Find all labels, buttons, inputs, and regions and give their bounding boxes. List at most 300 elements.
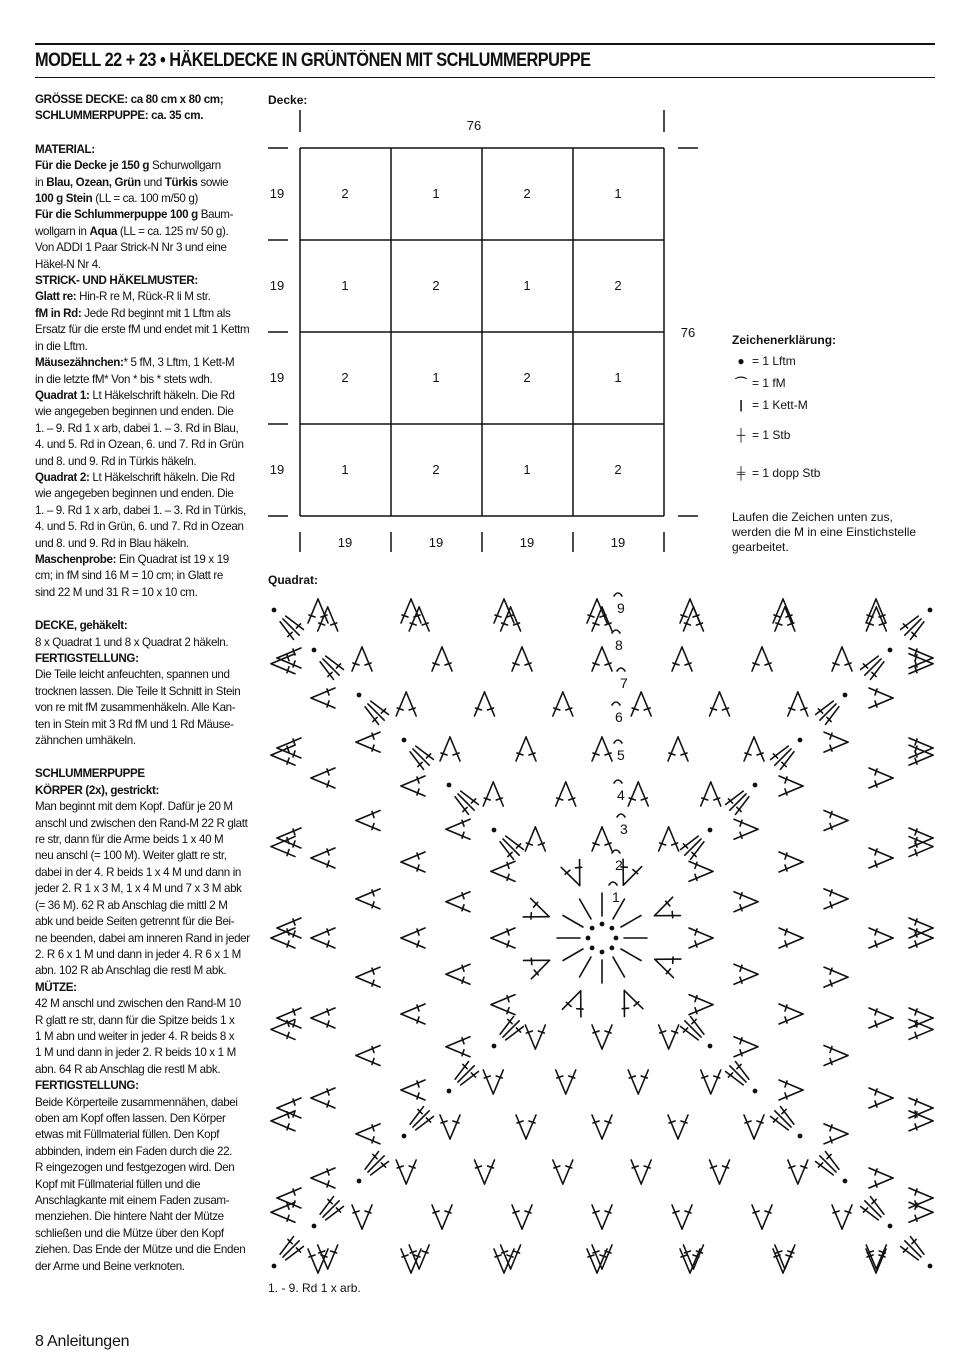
text-line: oben am Kopf offen lassen. Den Körper (35, 1111, 226, 1125)
text-line: Mäusezähnchen:* 5 fM, 3 Lftm, 1 Kett-M (35, 356, 235, 370)
chain-dot-icon (447, 783, 452, 788)
square-type-label: 2 (523, 186, 531, 201)
stitch-group-icon (512, 647, 532, 671)
stitch-group-icon (824, 1046, 848, 1066)
center-stitch-icon (563, 949, 583, 961)
text-line: fM in Rd: Jede Rd beginnt mit 1 Lftm als (35, 306, 231, 320)
stitch-group-icon (824, 811, 848, 831)
corner-stitch-icon (317, 1194, 346, 1223)
stitch-group-icon (659, 1025, 679, 1049)
section-heading: FERTIGSTELLUNG: (35, 652, 139, 665)
round-number-label: 1 (612, 889, 620, 905)
square-type-label: 1 (432, 370, 440, 385)
stitch-group-icon (824, 1124, 848, 1144)
total-width-label: 76 (466, 118, 482, 133)
text-line: 1 M und dann in jeder 2. R beids 10 x 1 M (35, 1046, 236, 1060)
stitch-group-icon (311, 1008, 335, 1028)
stitch-group-icon (866, 599, 886, 623)
single-crochet-icon (612, 850, 620, 853)
square-type-label: 1 (341, 278, 349, 293)
chain-dot-icon (586, 936, 591, 941)
stitch-group-icon (869, 928, 893, 948)
stitch-group-icon (562, 987, 590, 1017)
section-heading: FERTIGSTELLUNG: (35, 1079, 139, 1093)
text-line: 2. R 6 x 1 M und dann in jeder 4. R 6 x 1 M (35, 947, 241, 961)
single-crochet-icon (614, 780, 622, 783)
single-crochet-icon (612, 702, 620, 705)
stitch-group-icon (446, 819, 470, 839)
text-line: etwas mit Füllmaterial füllen. Den Kopf (35, 1128, 220, 1142)
chain-dot-icon (492, 828, 497, 833)
text-line: Beide Körperteile zusammennähen, dabei (35, 1095, 238, 1109)
chain-dot-icon (600, 950, 605, 955)
square-type-label: 1 (523, 462, 531, 477)
stitch-group-icon (659, 827, 679, 851)
stitch-group-icon (475, 692, 495, 716)
stitch-group-icon (556, 782, 576, 806)
corner-stitch-icon (898, 613, 927, 642)
stitch-group-icon (710, 692, 730, 716)
stitch-group-icon (311, 928, 335, 948)
text-line: R eingezogen und festgezogen wird. Den (35, 1161, 235, 1175)
center-stitch-icon (563, 916, 583, 928)
stitch-group-icon (352, 1205, 372, 1229)
text-line: der Arme und Beine verknoten. (35, 1259, 185, 1273)
stitch-group-icon (651, 950, 681, 978)
single-crochet-icon (612, 630, 620, 633)
corner-stitch-icon (723, 788, 752, 817)
stitch-group-icon (744, 1115, 764, 1139)
size-line: GRÖSSE DECKE: ca 80 cm x 80 cm; (35, 93, 224, 106)
chain-dot-icon (447, 1089, 452, 1094)
chain-dot-icon (798, 738, 803, 743)
stitch-group-icon (271, 1019, 295, 1039)
stitch-group-icon (869, 688, 893, 708)
text-line: (= 36 M). 62 R ab Anschlag die mittl 2 M (35, 898, 228, 912)
corner-stitch-icon (452, 788, 481, 817)
stitch-group-icon (779, 1080, 803, 1100)
stitch-group-icon (311, 1088, 335, 1108)
section-heading: KÖRPER (2x), gestrickt: (35, 783, 160, 797)
stitch-group-icon (832, 647, 852, 671)
square-type-label: 2 (614, 462, 622, 477)
round-number-label: 7 (620, 675, 628, 691)
stitch-group-icon (501, 607, 521, 631)
stitch-group-icon (475, 1160, 495, 1184)
stitch-group-icon (396, 692, 416, 716)
square-type-label: 2 (341, 186, 349, 201)
stitch-group-icon (628, 782, 648, 806)
chain-dot-icon (272, 608, 277, 613)
text-line: in die Lftm. (35, 339, 88, 353)
chain-dot-icon (609, 945, 614, 950)
chain-dot-icon (928, 608, 933, 613)
text-line: anschl und zwischen den Rand-M 22 R glatt (35, 816, 248, 830)
text-line: jeder 2. R 1 x 3 M, 1 x 4 M und 7 x 3 M abk (35, 882, 242, 896)
text-line: menziehen. Die hintere Naht der Mütze (35, 1210, 224, 1224)
chain-dot-icon (843, 693, 848, 698)
stitch-group-icon (587, 1249, 607, 1273)
round-number-label: 5 (617, 747, 625, 763)
stitch-group-icon (628, 1070, 648, 1094)
chain-dot-icon (843, 1179, 848, 1184)
stitch-group-icon (672, 647, 692, 671)
size-line: SCHLUMMERPUPPE: ca. 35 cm. (35, 109, 204, 123)
legend-title: Zeichenerklärung: (732, 333, 837, 347)
stitch-group-icon (689, 928, 713, 948)
stitch-group-icon (592, 737, 612, 761)
stitch-group-icon (668, 1115, 688, 1139)
square-type-label: 1 (614, 370, 622, 385)
chain-dot-icon (928, 1264, 933, 1269)
stitch-group-icon (396, 1160, 416, 1184)
slip-stitch-icon: | (739, 398, 743, 412)
stitch-group-icon (356, 732, 380, 752)
text-line: Quadrat 2: Lt Häkelschrift häkeln. Die Rd (35, 470, 235, 484)
chain-dot-icon (402, 738, 407, 743)
single-crochet-icon: ⌒ (734, 376, 747, 390)
text-line: abn. 102 R ab Anschlag die restl M abk. (35, 964, 227, 978)
stitch-group-icon (824, 967, 848, 987)
square-type-label: 1 (432, 186, 440, 201)
text-line: 1. – 9. Rd 1 x arb, dabei 1. – 3. Rd in Türkis, (35, 503, 246, 517)
stitch-group-icon (869, 848, 893, 868)
square-type-label: 1 (341, 462, 349, 477)
chart-footnote: 1. - 9. Rd 1 x arb. (268, 1281, 361, 1295)
stitch-group-icon (491, 995, 515, 1015)
corner-stitch-icon (407, 743, 436, 772)
stitch-group-icon (271, 745, 295, 765)
legend-label: = 1 fM (752, 376, 786, 390)
stitch-group-icon (516, 1115, 536, 1139)
chain-dot-icon (708, 828, 713, 833)
row-height-label: 19 (269, 278, 285, 293)
stitch-group-icon (909, 928, 933, 948)
text-line: Quadrat 1: Lt Häkelschrift häkeln. Die Rd (35, 388, 235, 402)
stitch-group-icon (701, 782, 721, 806)
stitch-group-icon (401, 1080, 425, 1100)
corner-stitch-icon (362, 698, 391, 727)
text-line: ne beenden, dabei am inneren Rand in jeder (35, 931, 250, 945)
text-line: Man beginnt mit dem Kopf. Dafür je 20 M (35, 800, 233, 814)
stitch-group-icon (356, 1046, 380, 1066)
stitch-group-icon (432, 1205, 452, 1229)
stitch-group-icon (356, 889, 380, 909)
corner-stitch-icon (678, 1014, 707, 1043)
stitch-group-icon (446, 1037, 470, 1057)
corner-stitch-icon (452, 1059, 481, 1088)
stitch-group-icon (680, 599, 700, 623)
stitch-group-icon (553, 692, 573, 716)
stitch-group-icon (734, 892, 758, 912)
text-line: Für die Decke je 150 g Schurwollgarn (35, 159, 221, 173)
stitch-group-icon (832, 1205, 852, 1229)
text-line: Kopf mit Füllmaterial füllen und die (35, 1177, 201, 1191)
treble-crochet-icon: ╪ (736, 466, 746, 480)
col-width-label: 19 (519, 535, 535, 550)
round-number-label: 8 (615, 637, 623, 653)
stitch-group-icon (734, 964, 758, 984)
chain-dot-icon (753, 783, 758, 788)
stitch-group-icon (271, 1202, 295, 1222)
stitch-group-icon (824, 732, 848, 752)
stitch-group-icon (592, 1245, 612, 1269)
stitch-group-icon (651, 897, 681, 925)
text-line: abk und beide Seiten getrennt für die Bei- (35, 915, 235, 929)
round-number-label: 6 (615, 709, 623, 725)
square-type-label: 2 (432, 462, 440, 477)
text-line: R glatt re str, dann für die Spitze beids 1 x (35, 1013, 235, 1027)
stitch-group-icon (318, 607, 338, 631)
section-heading: STRICK- UND HÄKELMUSTER: (35, 274, 198, 288)
stitch-group-icon (553, 1160, 573, 1184)
stitch-group-icon (752, 647, 772, 671)
text-line: Anschlagkante mit einem Faden zusam- (35, 1194, 230, 1207)
section-heading: SCHLUMMERPUPPE (35, 767, 145, 781)
round-number-label: 4 (617, 787, 625, 803)
square-type-label: 2 (341, 370, 349, 385)
stitch-group-icon (788, 1160, 808, 1184)
text-line: Glatt re: Hin-R re M, Rück-R li M str. (35, 290, 211, 304)
stitch-group-icon (277, 1098, 301, 1118)
chain-dot-icon (402, 1134, 407, 1139)
corner-stitch-icon (768, 1104, 797, 1133)
col-width-label: 19 (337, 535, 353, 550)
text-line: dabei in der 4. R beids 1 x 4 M und dann in (35, 865, 242, 879)
stitch-group-icon (440, 1115, 460, 1139)
stitch-group-icon (561, 860, 589, 890)
single-crochet-icon (617, 668, 625, 671)
text-line: wie angegeben beginnen und enden. Die (35, 405, 234, 419)
text-line: in die letzte fM* Von * bis * stets wdh. (35, 372, 213, 386)
center-stitch-icon (613, 957, 625, 977)
stitch-group-icon (277, 828, 301, 848)
square-type-label: 2 (614, 278, 622, 293)
decke-label: Decke: (268, 93, 308, 107)
chain-dot-icon (312, 1224, 317, 1229)
chain-dot-icon (609, 926, 614, 931)
legend-note: Laufen die Zeichen unten zus, werden die M in eine Einstichstelle gearbeitet. (732, 510, 917, 554)
text-line: re str, dann für die Arme beids 1 x 40 M (35, 833, 224, 847)
single-crochet-icon (609, 882, 617, 885)
chain-stitch-icon: ● (737, 354, 745, 368)
stitch-group-icon (516, 737, 536, 761)
corner-stitch-icon (813, 1149, 842, 1178)
corner-stitch-icon (858, 1194, 887, 1223)
text-line: Häkel-N Nr 4. (35, 257, 101, 271)
chain-dot-icon (888, 1224, 893, 1229)
stitch-group-icon (592, 1205, 612, 1229)
stitch-group-icon (483, 782, 503, 806)
single-crochet-icon (614, 740, 622, 743)
text-line: Maschenprobe: Ein Quadrat ist 19 x 19 (35, 552, 229, 566)
corner-stitch-icon (768, 743, 797, 772)
quadrat-label: Quadrat: (268, 573, 319, 587)
square-type-label: 1 (614, 186, 622, 201)
stitch-group-icon (592, 827, 612, 851)
row-height-label: 19 (269, 462, 285, 477)
stitch-group-icon (869, 1008, 893, 1028)
stitch-group-icon (311, 768, 335, 788)
round-number-label: 9 (617, 600, 625, 616)
stitch-group-icon (734, 1037, 758, 1057)
text-line: 100 g Stein (LL = ca. 100 m/50 g) (35, 192, 198, 206)
center-stitch-icon (621, 916, 641, 928)
stitch-group-icon (779, 852, 803, 872)
stitch-group-icon (446, 964, 470, 984)
stitch-group-icon (744, 737, 764, 761)
legend-label: = 1 Stb (752, 428, 791, 442)
stitch-group-icon (483, 1070, 503, 1094)
text-line: ten in Stein mit 3 Rd fM und 1 Rd Mäuse- (35, 717, 234, 731)
stitch-group-icon (352, 647, 372, 671)
page-footer: 8 Anleitungen (35, 1333, 130, 1350)
chain-dot-icon (600, 922, 605, 927)
stitch-group-icon (710, 1160, 730, 1184)
square-type-label: 2 (523, 370, 531, 385)
stitch-group-icon (631, 692, 651, 716)
text-line: ziehen. Das Ende der Mütze und die Enden (35, 1243, 246, 1257)
chain-dot-icon (708, 1044, 713, 1049)
legend-label: = 1 Lftm (752, 354, 796, 368)
stitch-group-icon (779, 928, 803, 948)
corner-stitch-icon (277, 1234, 306, 1263)
chain-dot-icon (798, 1134, 803, 1139)
text-line: 42 M anschl und zwischen den Rand-M 10 (35, 997, 241, 1011)
stitch-group-icon (752, 1205, 772, 1229)
stitch-group-icon (824, 889, 848, 909)
stitch-group-icon (734, 819, 758, 839)
center-stitch-icon (580, 957, 592, 977)
stitch-group-icon (788, 692, 808, 716)
chain-dot-icon (753, 1089, 758, 1094)
stitch-group-icon (311, 688, 335, 708)
corner-stitch-icon (497, 833, 526, 862)
stitch-group-icon (866, 607, 886, 631)
stitch-group-icon (308, 599, 328, 623)
square-type-label: 1 (523, 278, 531, 293)
stitch-group-icon (523, 898, 553, 926)
stitch-group-icon (440, 737, 460, 761)
double-crochet-icon: ┼ (736, 428, 746, 442)
chain-dot-icon (357, 693, 362, 698)
text-line: neu anschl (= 100 M). Weiter glatt re str, (35, 849, 227, 863)
corner-stitch-icon (317, 653, 346, 682)
chain-dot-icon (590, 926, 595, 931)
stitch-group-icon (446, 892, 470, 912)
stitch-group-icon (909, 738, 933, 758)
stitch-group-icon (401, 852, 425, 872)
center-stitch-icon (580, 899, 592, 919)
stitch-group-icon (779, 776, 803, 796)
text-line: wie angegeben beginnen und enden. Die (35, 487, 234, 501)
text-line: abbinden, indem ein Faden durch die 22. (35, 1144, 233, 1158)
corner-stitch-icon (277, 613, 306, 642)
text-line: trocknen lassen. Die Teile lt Schnitt in Stein (35, 684, 241, 698)
text-line: Von ADDI 1 Paar Strick-N Nr 3 und eine (35, 241, 227, 255)
stitch-group-icon (311, 848, 335, 868)
chain-dot-icon (888, 648, 893, 653)
stitch-group-icon (779, 1004, 803, 1024)
single-crochet-icon (614, 593, 622, 596)
section-heading: DECKE, gehäkelt: (35, 619, 128, 633)
text-line: Ersatz für die erste fM und endet mit 1 Kettm (35, 323, 250, 337)
section-heading: MÜTZE: (35, 980, 77, 994)
corner-stitch-icon (362, 1149, 391, 1178)
chain-dot-icon (492, 1044, 497, 1049)
page-title: MODELL 22 + 23 • HÄKELDECKE IN GRÜNTÖNEN MIT SCHLUMMERPUPPE (35, 50, 591, 71)
corner-stitch-icon (813, 698, 842, 727)
stitch-group-icon (356, 1124, 380, 1144)
stitch-group-icon (689, 861, 713, 881)
text-line: Für die Schlummerpuppe 100 g Baum- (35, 208, 234, 222)
text-line: cm; in fM sind 16 M = 10 cm; in Glatt re (35, 569, 223, 583)
stitch-group-icon (494, 599, 514, 623)
stitch-group-icon (869, 1168, 893, 1188)
stitch-group-icon (909, 1188, 933, 1208)
stitch-group-icon (631, 1160, 651, 1184)
text-line: 4. und 5. Rd in Ozean, 6. und 7. Rd in Grün (35, 438, 244, 452)
stitch-group-icon (672, 1205, 692, 1229)
stitch-group-icon (356, 811, 380, 831)
stitch-group-icon (683, 607, 703, 631)
text-line: 8 x Quadrat 1 und 8 x Quadrat 2 häkeln. (35, 635, 229, 649)
stitch-group-icon (524, 951, 554, 979)
stitch-group-icon (689, 995, 713, 1015)
text-line: abn. 64 R ab Anschlag die restl M abk. (35, 1062, 221, 1076)
stitch-group-icon (668, 737, 688, 761)
text-line: Die Teile leicht anfeuchten, spannen und (35, 668, 230, 682)
stitch-group-icon (701, 1070, 721, 1094)
section-heading: MATERIAL: (35, 142, 95, 156)
corner-stitch-icon (898, 1234, 927, 1263)
stitch-group-icon (356, 967, 380, 987)
row-height-label: 19 (269, 186, 285, 201)
stitch-group-icon (592, 1025, 612, 1049)
stitch-group-icon (909, 1202, 933, 1222)
total-height-label: 76 (680, 325, 696, 340)
stitch-group-icon (909, 745, 933, 765)
text-line: schließen und die Mütze über den Kopf (35, 1226, 224, 1240)
col-width-label: 19 (428, 535, 444, 550)
stitch-group-icon (311, 1168, 335, 1188)
text-line: und 8. und 9. Rd in Türkis häkeln. (35, 454, 197, 468)
chain-dot-icon (614, 936, 619, 941)
stitch-group-icon (271, 837, 295, 857)
text-line: zähnchen umhäkeln. (35, 734, 136, 748)
corner-stitch-icon (407, 1104, 436, 1133)
stitch-group-icon (512, 1205, 532, 1229)
round-number-label: 2 (615, 857, 623, 873)
corner-stitch-icon (678, 833, 707, 862)
stitch-group-icon (401, 1004, 425, 1024)
stitch-group-icon (869, 1088, 893, 1108)
single-crochet-icon (617, 814, 625, 817)
stitch-group-icon (909, 918, 933, 938)
chain-dot-icon (590, 945, 595, 950)
text-line: von re mit fM zusammenhäkeln. Alle Kan- (35, 701, 236, 715)
stitch-group-icon (432, 647, 452, 671)
text-line: wollgarn in Aqua (LL = ca. 125 m/ 50 g). (35, 224, 229, 238)
corner-stitch-icon (858, 653, 887, 682)
stitch-group-icon (615, 987, 643, 1017)
stitch-group-icon (592, 1115, 612, 1139)
square-type-label: 2 (432, 278, 440, 293)
text-line: 1. – 9. Rd 1 x arb, dabei 1. – 3. Rd in Blau, (35, 421, 239, 435)
text-line: 4. und 5. Rd in Grün, 6. und 7. Rd in Ozean (35, 520, 244, 534)
stitch-group-icon (869, 768, 893, 788)
text-line: 1 M abn und weiter in jeder 4. R beids 8 x (35, 1029, 235, 1043)
